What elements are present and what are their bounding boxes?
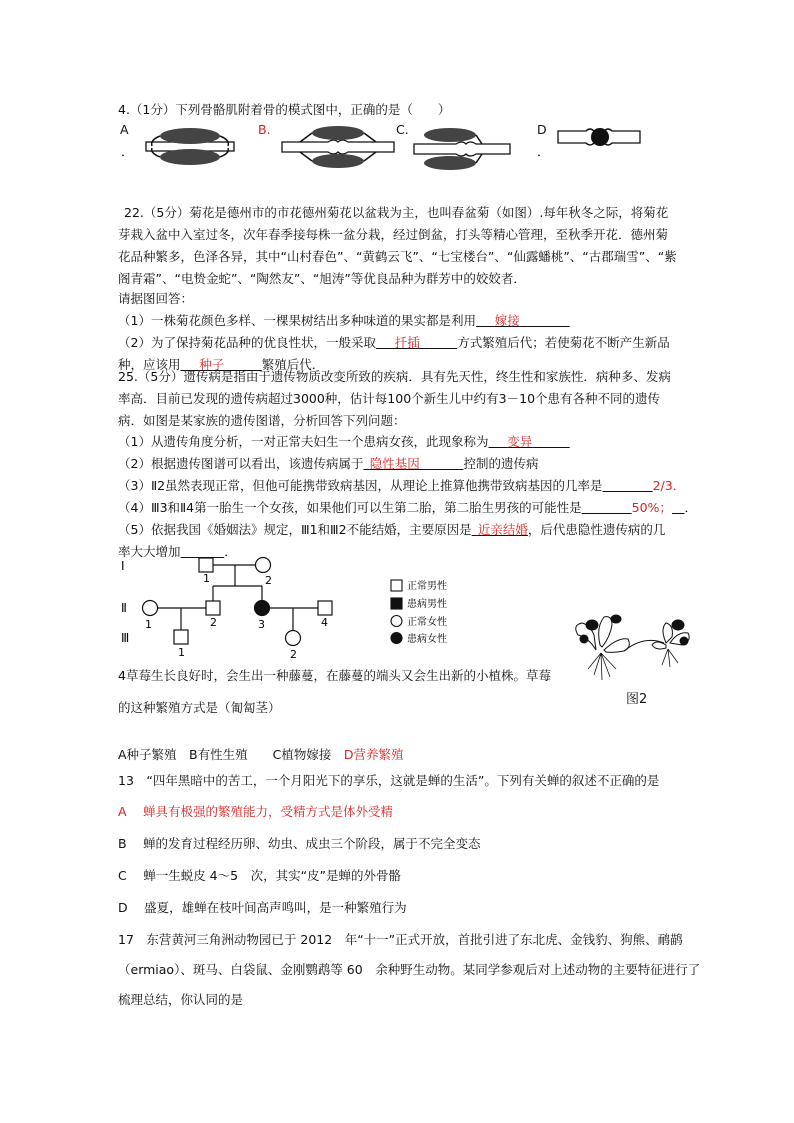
q13-stem: 13 “四年黑暗中的苦工，一个月阳光下的享乐，这就是蝉的生活”。下列有关蝉的叙述不正确的是 — [118, 773, 660, 788]
q4-option-a-dot: ． — [121, 144, 134, 159]
q17-line2: （ermiao）、斑马、白袋鼠、金刚鹦鹉等 60 余种野生动物。某同学参观后对上述动物的主要特征进行了 — [118, 962, 701, 977]
gen2-num-3: 3 — [258, 618, 265, 631]
q4-stem: 4.（1分）下列骨骼肌附着骨的模式图中，正确的是（ ） — [118, 102, 451, 117]
q4-figure-a — [140, 118, 240, 174]
gen2-num-4: 4 — [321, 616, 328, 629]
q13-option-b: B 蝉的发育过程经历卵、幼虫、成虫三个阶段，属于不完全变态 — [118, 836, 481, 851]
q4-figure-b — [278, 118, 398, 174]
q17-line3: 梳理总结，你认同的是 — [118, 992, 244, 1007]
gen3-num-2: 2 — [290, 648, 297, 661]
gen-label-2: Ⅱ — [121, 601, 127, 615]
q4-option-d-label: D — [537, 122, 547, 137]
legend-male-affected-symbol — [391, 598, 402, 609]
q25-sub2-answer: 隐性基因 — [369, 456, 420, 471]
legend-male-normal: 正常男性 — [407, 581, 447, 592]
legend-female-affected-symbol — [391, 633, 402, 644]
q22-sub2: （2）为了保持菊花品种的优良性状，一般采取 扦插 方式繁殖后代；若使菊花不断产生新品 — [118, 335, 670, 350]
q22-intro: 22.（5分）菊花是德州市的市花德州菊花以盆栽为主，也叫春盆菊（如图）.每年秋冬之际，将菊花芽栽入盆中入室过冬，次年春季接每株一盆分栽，经过倒盆，打头等精心管理，至秋季开花．德州菊花品种繁多，色泽各异，其中“山村春色”、“黄鹤云飞”、“七宝楼台”、“仙露蟠桃”、“古郡瑞雪”、“紫阁青霜”、“电贽金蛇”、“陶然友”、“旭涛”等优良品种为群芳中的姣姣者． — [118, 205, 677, 286]
gen2-num-1: 1 — [145, 618, 152, 631]
q4-option-b-label: B. — [258, 122, 271, 137]
q25-sub4: （4）Ⅲ3和Ⅱ4第一胎生一个女孩，如果他们可以生第二胎，第二胎生男孩的可能性是 50%； ． — [118, 500, 697, 515]
gen1-num-2: 2 — [265, 574, 272, 587]
gen1-num-1: 1 — [203, 572, 210, 585]
strawberry-question-line1: 4草莓生长良好时，会生出一种藤蔓，在藤蔓的端头又会生出新的小植株。草莓 — [118, 668, 551, 683]
q22-prompt: 请据图回答： — [118, 291, 194, 306]
q25-sub1-answer: 变异 — [507, 434, 533, 449]
gen3-num-1: 1 — [178, 646, 185, 659]
q22-sub1-answer: 嫁接 — [494, 313, 520, 328]
legend-female-affected: 患病女性 — [407, 634, 447, 645]
q4-option-a-label: A — [120, 122, 129, 137]
gen2-male-normal-2 — [206, 601, 220, 615]
q25-sub3: （3）Ⅱ2虽然表现正常，但他可能携带致病基因，从理论上推算他携带致病基因的几率是 2/3． — [118, 478, 686, 493]
q25-sub1: （1）从遗传角度分析，一对正常夫妇生一个患病女孩，此现象称为 变异 — [118, 434, 533, 449]
q13-option-d: D 盛夏，雄蝉在枝叶间高声鸣叫，是一种繁殖行为 — [118, 900, 407, 915]
strawberry-plant-illustration — [566, 595, 706, 690]
q4-figure-c — [412, 118, 512, 174]
gen-label-3: Ⅲ — [121, 631, 130, 645]
legend-male-normal-symbol — [391, 580, 402, 591]
q13-option-c: C 蝉一生蜕皮 4～5 次，其实“皮”是蝉的外骨骼 — [118, 868, 402, 883]
q4-option-d-dot: ． — [537, 144, 550, 159]
legend-female-normal: 正常女性 — [407, 617, 447, 628]
pedigree-chart — [115, 556, 475, 664]
strawberry-correct-option: D营养繁殖 — [343, 747, 404, 762]
q25-sub4-answer: 50%； — [631, 500, 672, 515]
q4-figure-d — [556, 118, 642, 158]
gen1-male-normal — [199, 558, 213, 572]
legend-male-affected: 患病男性 — [407, 599, 447, 610]
q22-sub2-line2-answer: 种子 — [199, 357, 225, 372]
q22-sub1: （1）一株菊花颜色多样、一棵果树结出多种味道的果实都是利用 嫁接 — [118, 313, 520, 328]
q17-line1: 17 东营黄河三角洲动物园已于 2012 年“十一”正式开放，首批引进了东北虎、金钱豹、狗熊、鸸鹋 — [118, 932, 683, 947]
q25-intro: 25.（5分）遗传病是指由于遗传物质改变所致的疾病．具有先天性，终生性和家族性．病种多、发病率高．目前已发现的遗传病超过3000种，估计每100个新生儿中约有3－10个患有各种不同的遗传病．如图是某家族的遗传图谱，分析回答下列问题： — [118, 369, 671, 428]
gen3-male-normal-1 — [174, 630, 188, 644]
strawberry-options: A种子繁殖 B有性生殖 C植物嫁接 D营养繁殖 — [118, 747, 404, 762]
q22-sub2-line2: 种，应该用 种子 繁殖后代． — [118, 357, 325, 372]
figure-2-caption: 图2 — [626, 692, 648, 707]
q25-sub3-answer: 2/3． — [652, 478, 686, 493]
gen-label-1: Ⅰ — [121, 559, 125, 573]
q22-sub2-answer: 扦插 — [394, 335, 420, 350]
q25-sub2: （2）根据遗传图谱可以看出，该遗传病属于 隐性基因 控制的遗传病 — [118, 456, 539, 471]
gen2-num-2: 2 — [210, 616, 217, 629]
gen3-female-normal-2 — [286, 631, 301, 646]
gen2-female-affected-3 — [255, 601, 270, 616]
q4-option-c-label: C. — [396, 122, 409, 137]
legend-female-normal-symbol — [391, 616, 402, 627]
gen2-female-normal-1 — [143, 601, 158, 616]
q25-sub5-line2: 率大大增加 ． — [118, 544, 237, 559]
gen2-male-normal-4 — [318, 601, 332, 615]
q13-option-a: A 蝉具有极强的繁殖能力，受精方式是体外受精 — [118, 804, 394, 819]
q25-sub5-answer: 近亲结婚 — [477, 522, 528, 537]
gen1-female-normal — [256, 558, 271, 573]
q25-sub5: （5）依据我国《婚姻法》规定，Ⅲ1和Ⅲ2不能结婚，主要原因是 近亲结婚，后代患隐性遗传病的几 — [118, 522, 666, 537]
strawberry-question-line2: 的这种繁殖方式是（匍匐茎） — [118, 700, 281, 715]
